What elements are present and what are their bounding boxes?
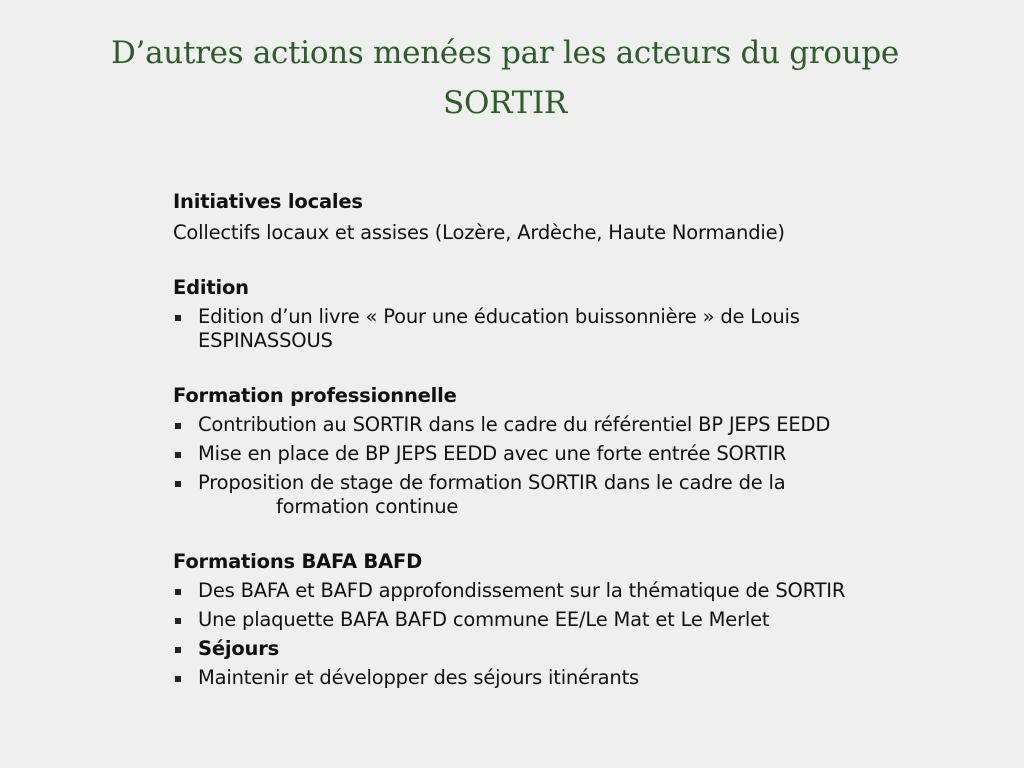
- slide-title-line-1: D’autres actions menées par les acteurs du groupe: [111, 35, 899, 71]
- spacer: [173, 353, 953, 384]
- bullet-square-icon: [175, 315, 181, 321]
- section-heading-formation: Formation professionnelle: [173, 384, 457, 407]
- list-item-text: Mise en place de BP JEPS EEDD avec une forte entrée SORTIR: [198, 442, 787, 465]
- list-item: [173, 413, 953, 437]
- section-heading-initiatives: Initiatives locales: [173, 190, 363, 213]
- list-item: [173, 637, 953, 661]
- list-item-text-continued: formation continue: [276, 495, 459, 518]
- spacer: [173, 245, 953, 276]
- section-heading-bafa: Formations BAFA BAFD: [173, 550, 423, 573]
- list-item: [173, 579, 953, 603]
- list-item: [173, 442, 953, 466]
- list-item-text-sejours: Séjours: [198, 637, 280, 660]
- bullet-square-icon: [175, 481, 181, 487]
- list-item: [173, 305, 953, 353]
- bullet-square-icon: [175, 452, 181, 458]
- list-item-text: Proposition de stage de formation SORTIR dans le cadre de la: [198, 471, 786, 494]
- list-item-text: Une plaquette BAFA BAFD commune EE/Le Mat et Le Merlet: [198, 608, 770, 631]
- list-item-text: Des BAFA et BAFD approfondissement sur la thématique de SORTIR: [198, 579, 846, 602]
- list-item-text-continued: ESPINASSOUS: [198, 329, 333, 352]
- bullet-square-icon: [175, 647, 181, 653]
- slide-body: [173, 190, 953, 690]
- slide-title: [60, 28, 950, 128]
- list-item-text: Edition d’un livre « Pour une éducation buissonnière » de Louis: [198, 305, 800, 328]
- section-heading-edition: Edition: [173, 276, 249, 299]
- list-item: [173, 608, 953, 632]
- bullet-square-icon: [175, 423, 181, 429]
- initiatives-text: Collectifs locaux et assises (Lozère, Ardèche, Haute Normandie): [173, 221, 785, 244]
- slide-title-line-2: SORTIR: [443, 85, 567, 121]
- spacer: [173, 519, 953, 550]
- bullet-square-icon: [175, 589, 181, 595]
- list-item: [173, 666, 953, 690]
- bullet-square-icon: [175, 676, 181, 682]
- bullet-square-icon: [175, 618, 181, 624]
- list-item: [173, 471, 953, 519]
- list-item-text: Maintenir et développer des séjours itinérants: [198, 666, 639, 689]
- list-item-text: Contribution au SORTIR dans le cadre du référentiel BP JEPS EEDD: [198, 413, 831, 436]
